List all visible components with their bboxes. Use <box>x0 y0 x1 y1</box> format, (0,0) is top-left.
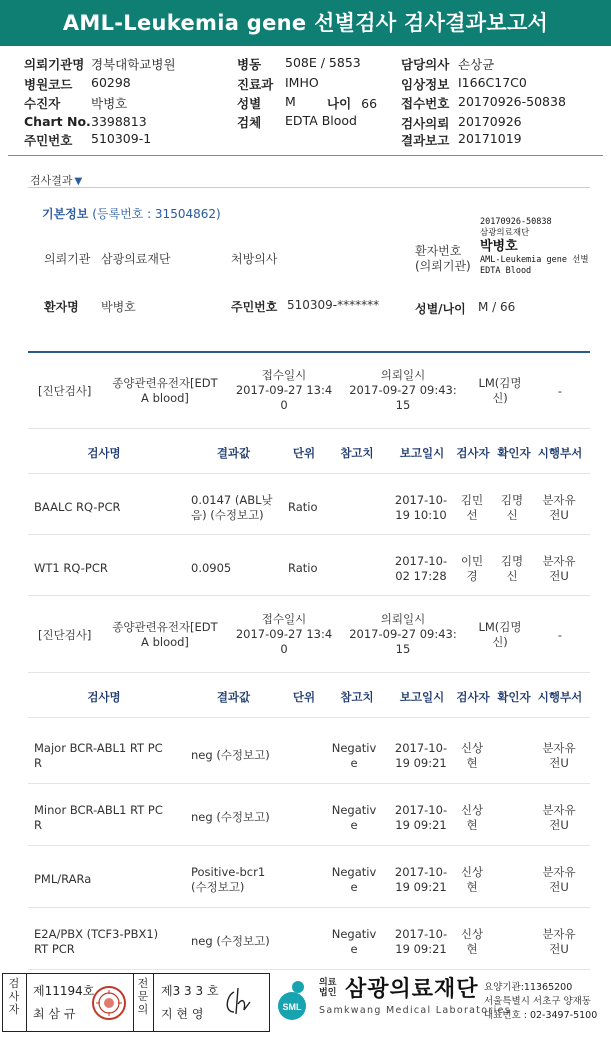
header-label: 병동 <box>237 57 262 72</box>
dash: - <box>557 628 563 642</box>
unit: Ratio <box>288 561 318 575</box>
header-label: 검사의뢰 <box>401 116 450 131</box>
col-header-ref: 참고치 <box>340 446 374 460</box>
department: 분자유 전U <box>542 493 576 522</box>
header-label: 주민번호 <box>24 133 73 148</box>
col-header-checker: 확인자 <box>497 690 531 704</box>
header-value: 박병호 <box>91 96 128 111</box>
row-divider <box>28 534 590 535</box>
department: 분자유 전U <box>542 554 576 583</box>
checker: 김명 신 <box>500 554 524 583</box>
department: 분자유 전U <box>542 803 576 832</box>
test-name: PML/RARa <box>34 872 92 886</box>
row-divider <box>28 428 590 429</box>
org-english: Samkwang Medical Laboratories <box>319 1005 511 1016</box>
basic-info-title <box>42 205 221 222</box>
test-name: E2A/PBX (TCF3-PBX1) RT PCR <box>34 927 159 956</box>
footer-divider <box>153 973 154 1032</box>
header-label: 검체 <box>237 115 262 130</box>
section-category: [진단검사] <box>38 628 92 642</box>
unit: Ratio <box>288 500 318 514</box>
col-header-result: 결과값 <box>216 446 251 460</box>
header-label: 임상정보 <box>401 77 450 92</box>
header-divider <box>8 155 603 156</box>
header-value: 20170926 <box>458 114 522 129</box>
test-name: Minor BCR-ABL1 RT PC R <box>34 803 163 832</box>
report-title: AML-Leukemia gene 선별검사 검사결과보고서 <box>0 0 611 46</box>
institution-label: 의뢰기관 <box>44 252 91 266</box>
org-name: 삼광의료재단 <box>345 977 479 1002</box>
header-label: 병원코드 <box>24 77 73 92</box>
test-name: Major BCR-ABL1 RT PC R <box>34 741 163 770</box>
patient-name-label: 환자명 <box>44 300 79 314</box>
col-header-dept: 시행부서 <box>537 690 583 704</box>
tester: 김민 선 <box>460 493 484 522</box>
section-panel: 종양관련유전자[EDT A blood] <box>112 620 218 649</box>
col-header-unit: 단위 <box>292 446 316 460</box>
sticker-name: 박병호 <box>480 239 518 254</box>
tester: 신상 현 <box>460 865 484 894</box>
header-value: 508E / 5853 <box>285 55 361 70</box>
tester: 신상 현 <box>460 803 484 832</box>
col-header-date: 보고일시 <box>399 690 445 704</box>
reference-range: Negativ e <box>331 927 377 956</box>
institution-code: 요양기관:11365200 <box>484 982 573 993</box>
org-prefix: 의료 법인 <box>319 978 337 998</box>
row-divider <box>28 845 590 846</box>
received-time: 접수일시 2017-09-27 13:4 0 <box>235 368 333 412</box>
header-label: 결과보고 <box>401 133 450 148</box>
result-value: neg (수정보고) <box>191 810 270 824</box>
col-header-name: 검사명 <box>87 690 121 704</box>
institution-value: 삼광의료재단 <box>101 252 171 266</box>
received-time: 접수일시 2017-09-27 13:4 0 <box>235 612 333 656</box>
header-value: M <box>285 94 296 109</box>
header-label: 수진자 <box>24 96 61 111</box>
doctor-label: 처방의사 <box>231 252 278 266</box>
sticker-org: 삼광의료재단 <box>480 228 530 238</box>
department: 분자유 전U <box>542 865 576 894</box>
ssn-value: 510309-******* <box>287 298 380 312</box>
department: 분자유 전U <box>542 741 576 770</box>
org-phone: 대표번호 : 02-3497-5100 <box>484 1010 598 1021</box>
dash: - <box>557 384 563 398</box>
reference-range: Negativ e <box>331 865 377 894</box>
age-field <box>327 94 377 112</box>
row-divider <box>28 907 590 908</box>
requester: LM(김명 신) <box>478 620 522 649</box>
patient-name-value: 박병호 <box>101 300 136 314</box>
sex-age-label: 성별/나이 <box>415 302 466 316</box>
row-divider <box>28 717 590 718</box>
tester: 신상 현 <box>460 927 484 956</box>
checker: 김명 신 <box>500 493 524 522</box>
test-name: WT1 RQ-PCR <box>34 561 108 575</box>
section-panel: 종양관련유전자[EDT A blood] <box>112 376 218 405</box>
examiner-name: 최 삼 규 <box>33 1007 76 1021</box>
age-value: 66 <box>361 96 378 111</box>
header-value: 510309-1 <box>91 131 152 146</box>
row-divider <box>28 595 590 596</box>
specialist-license: 제3 3 3 호 <box>161 984 219 998</box>
specimen-label-sticker <box>480 217 611 277</box>
header-label: 접수번호 <box>401 96 450 111</box>
sex-age-value: M / 66 <box>478 300 516 314</box>
sticker-accession: 20170926-50838 <box>480 217 552 227</box>
tab-results-label: 검사결과 <box>30 174 73 187</box>
header-label: 진료과 <box>237 77 274 92</box>
col-header-dept: 시행부서 <box>537 446 583 460</box>
department: 분자유 전U <box>542 927 576 956</box>
specialist-label: 전 문 의 <box>137 977 149 1016</box>
header-label: Chart No. <box>24 114 91 129</box>
basic-info-heading: 기본정보 <box>42 207 89 221</box>
official-seal <box>92 986 126 1020</box>
col-header-unit: 단위 <box>292 690 316 704</box>
header-value: 20171019 <box>458 131 522 146</box>
patient-no-label: 환자번호 (의뢰기관) <box>415 244 471 273</box>
reference-range: Negativ e <box>331 803 377 832</box>
row-divider <box>28 473 590 474</box>
age-label: 나이 <box>327 96 352 111</box>
header-value: 경북대학교병원 <box>91 57 176 72</box>
header-label: 의뢰기관명 <box>24 57 85 72</box>
report-date: 2017-10- 19 09:21 <box>394 865 448 894</box>
header-value: 20170926-50838 <box>458 94 566 109</box>
footer-divider <box>133 973 134 1032</box>
col-header-result: 결과값 <box>216 690 251 704</box>
report-date: 2017-10- 02 17:28 <box>394 554 448 583</box>
section-divider <box>28 351 590 353</box>
requester: LM(김명 신) <box>478 376 522 405</box>
examiner-label: 검 사 자 <box>8 977 20 1016</box>
col-header-tester: 검사자 <box>456 690 490 704</box>
col-header-date: 보고일시 <box>399 446 445 460</box>
sml-logo-icon <box>276 978 312 1022</box>
ssn-label: 주민번호 <box>231 300 278 314</box>
header-value: IMHO <box>285 75 319 90</box>
result-value: 0.0905 <box>191 561 232 575</box>
registration-number: (등록번호 : 31504862) <box>92 207 221 221</box>
report-date: 2017-10- 19 09:21 <box>394 927 448 956</box>
header-label: 성별 <box>237 96 262 111</box>
header-value: EDTA Blood <box>285 113 357 128</box>
section-category: [진단검사] <box>38 384 92 398</box>
col-header-ref: 참고치 <box>340 690 374 704</box>
col-header-name: 검사명 <box>87 446 121 460</box>
logo-text: SML <box>282 1002 302 1012</box>
result-value: neg (수정보고) <box>191 748 270 762</box>
report-date: 2017-10- 19 09:21 <box>394 803 448 832</box>
row-divider <box>28 783 590 784</box>
sticker-specimen: EDTA Blood <box>480 266 532 276</box>
row-divider <box>28 969 590 970</box>
col-header-tester: 검사자 <box>456 446 490 460</box>
header-value: 60298 <box>91 75 131 90</box>
tester: 이민 경 <box>460 554 484 583</box>
result-value: 0.0147 (ABL낮 음) (수정보고) <box>191 493 273 522</box>
header-value: 3398813 <box>91 114 147 129</box>
header-value: I166C17C0 <box>458 75 527 90</box>
header-label: 담당의사 <box>401 57 450 72</box>
col-header-checker: 확인자 <box>497 446 531 460</box>
report-date: 2017-10- 19 09:21 <box>394 741 448 770</box>
chevron-down-icon: ▼ <box>74 176 83 187</box>
requested-time: 의뢰일시 2017-09-27 09:43: 15 <box>349 612 457 656</box>
org-address: 서울특별시 서초구 양재동 <box>484 996 591 1007</box>
result-value: Positive-bcr1 (수정보고) <box>191 865 266 894</box>
row-divider <box>28 672 590 673</box>
report-date: 2017-10- 19 10:10 <box>394 493 448 522</box>
test-name: BAALC RQ-PCR <box>34 500 121 514</box>
tester: 신상 현 <box>460 741 484 770</box>
footer-divider <box>26 973 27 1032</box>
tab-underline <box>28 187 590 188</box>
sticker-test: AML-Leukemia gene 선별 <box>480 255 589 265</box>
result-value: neg (수정보고) <box>191 934 270 948</box>
specialist-name: 지 현 영 <box>161 1007 204 1021</box>
handwritten-signature <box>220 982 260 1020</box>
tab-results[interactable] <box>30 172 82 188</box>
requested-time: 의뢰일시 2017-09-27 09:43: 15 <box>349 368 457 412</box>
header-value: 손상균 <box>458 57 495 72</box>
reference-range: Negativ e <box>331 741 377 770</box>
examiner-license: 제11194호 <box>33 984 95 998</box>
